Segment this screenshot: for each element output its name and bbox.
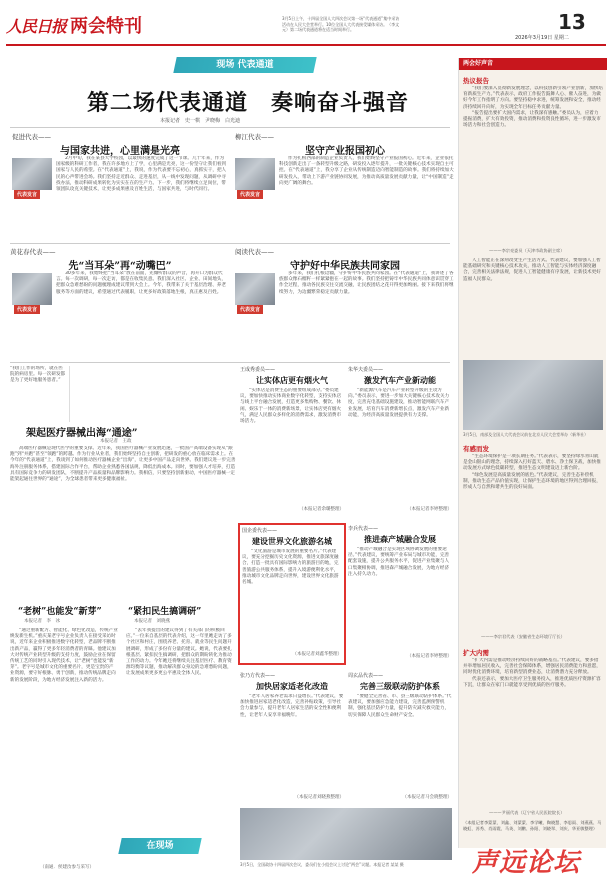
item-body: “文化旅游是城市发展的重要名片。”代表建议，要充分挖掘历史文化资源，推进文旅深度融合，打造一批具有国际影响力的旅游目的地，完善旅游公共服务体系，提升入境游便利化水平，推动城市文化品牌走向世界，建设世界文化旅游名城。 [242, 549, 339, 586]
item-2 [348, 366, 452, 516]
item-6 [348, 672, 452, 804]
sidebar [458, 58, 606, 848]
section-banner: 现场 代表通道 [173, 57, 316, 73]
item-title: 推进森产城融合发展 [364, 534, 436, 544]
item-1 [240, 366, 344, 516]
story-kicker: 阅读代表—— [235, 248, 274, 256]
story-title: 先“当耳朵”再“动嘴巴” [68, 261, 172, 272]
sidebar-section-title: 有感而发 [463, 445, 489, 453]
divider [10, 362, 450, 363]
item-3-highlighted [238, 523, 346, 665]
item-kicker: 张乃方代表—— [240, 673, 276, 679]
brand-logo: 人民日报 [6, 17, 67, 36]
sidebar-text: “扩大内需是推动经济持续向好的战略基点。”代表建议，要多措并举增加居民收入，完善社会保障体系，增强居民消费能力和意愿，同时优化消费环境，培育新型消费业态，让消费潜力充分释放。 代表还表示，要加大医疗卫生服务投入，推进优质医疗资源扩容下沉，让群众在家门口就能享受到优质的医疗服务。 [463, 658, 601, 688]
delegate-photo [235, 273, 275, 305]
story-tag: 代表发言 [237, 190, 263, 199]
delegate-photo [12, 273, 52, 305]
item-footer: （本报记者马会晓整理） [402, 795, 452, 800]
article-byline: 本报记者 刘晓燕 [134, 619, 170, 624]
article-byline: 本报记者 李 冰 [24, 619, 60, 624]
quote-box: “我们工作的场所，就在医院的病房里。每一次研发都是为了更好地服务患者。” [10, 366, 70, 422]
masthead [0, 0, 610, 60]
item-kicker: 国企委代表—— [242, 528, 278, 534]
article-title: “老树”也能发“新芽” [18, 607, 102, 617]
item-footer: （本报记者李婷整理） [407, 507, 452, 512]
sidebar-photo-caption: 3月5日，南部及全国人大代表会议前在北京人民大会堂举办（新华社） [463, 432, 589, 437]
story-body: 30多年来，我始终把“当耳朵”放在前面，先倾听群众的声音，再开口为群众代言。每一次调研，每一次走访，都是在收集民意。我们深入社区、企业、田间地头，把群众急难愁盼的问题梳理成建议带到大会上。今年，我带来了关于基层治理、养老服务等方面的建议，希望通过代表履职，让更多好政策落地生根，真正惠及百姓。 [56, 271, 226, 295]
article-title: “紧扣民生搞调研” [128, 607, 202, 617]
item-body: “要健全完善省、市、县三级联动防护体系。”代表建议，要加强应急能力建设，完善监测预警机制，强化基层防护力量，提升防灾减灾救灾能力，切实保障人民群众生命财产安全。 [348, 694, 452, 718]
item-footer: （本报记者余璐整理） [299, 507, 344, 512]
lead-headline: 第二场代表通道 奏响奋斗强音 [86, 90, 409, 116]
item-title: 加快居家适老化改造 [256, 681, 328, 691]
item-title: 建设世界文化旅游名城 [252, 536, 332, 546]
sidebar-banner: 两会好声音 [459, 58, 607, 70]
story-body: 2月中旬，我在某县大学校园，以最快的速度完成了这一节课。几十年来，作为国家级的科研工作者，我在许多地方上了学，心里满是光亮，这一份坚守让我们看到国家与人民的希望。在“代表通道”上，我说，作为代表要不忘初心，真抓实干，把人民的心声带进会场。我们坚持走近群众、走进基层，从一线中发现问题，从调研中寻找办法，推动科研成果转化为实实在在的生产力。下一步，我们将继续立足岗位，带领团队攻克关键技术，让更多成果惠及百姓生活，与国家共进，与时代同行。 [56, 156, 227, 193]
article-title: 架起医疗器械出海“通途” [26, 428, 138, 439]
item-kicker: 周玄品代表—— [348, 673, 384, 679]
masthead-rule [6, 44, 606, 46]
article-body: “去年我提出的建议得到了有关部门的积极回应。”一位来自基层的代表介绍，这一年里她走访了多个社区和村庄，围绕养老、托育、就业等民生问题开展调研，形成了多份有分量的建议。她说，代表要扎根基层、紧扣民生搞调研，把群众的期盼转化为推动工作的动力。今年她还将继续关注基层医疗、教育资源均衡等议题，推动解决群众身边的急难愁盼问题，让发展成果更多更公平惠及全体人民。 [126, 628, 232, 677]
sidebar-photo [463, 360, 603, 430]
story-2 [235, 132, 455, 240]
story-3 [10, 247, 230, 359]
meeting-photo [240, 808, 452, 860]
article-body: 高端医疗器械是现代医学的重要支撑。近年来，我国医疗器械产业发展迅速，一批国产高端设备实现从“跟跑”到“并跑”甚至“领跑”的跨越。作为行业从业者，我们始终坚持自主创新，把研发的重心放在临床需求上。在今年的“代表通道”上，我谈到了如何推动医疗器械企业“出海”，让更多中国产品走向世界。我们建议进一步完善海外注册服务体系，搭建国际合作平台，帮助企业熟悉各国法规，降低出海成本。同时，要加强人才培养，打造具有国际竞争力的研发团队，不断提升产品质量和品牌影响力。我相信，只要坚持创新驱动，中国医疗器械一定能架起通往世界的“通途”，为全球患者带来更多健康福祉。 [10, 446, 236, 483]
item-footer: （本报记者李婷整理） [407, 654, 452, 659]
sidebar-attribution: ———李宗亮委员（天津市政协副主席） [489, 248, 565, 253]
item-kicker: 朱华夫委员—— [348, 367, 384, 373]
item-title: 完善三级联动防护体系 [360, 681, 440, 691]
story-body: 多年来，我们扎根边疆，守护好中华民族共同家园。在“代表通道”上，我讲述了各族群众像石榴籽一样紧紧抱在一起的故事。我们坚持把铸牢中华民族共同体意识贯穿工作全过程，推动各民族交往交流交融，让民族团结之花开得更加绚丽。接下来我们将继续努力，为边疆繁荣稳定贡献力量。 [279, 271, 454, 295]
item-kicker: 李兵代表—— [348, 526, 379, 532]
sidebar-text: “我们要深入贯彻新发展理念，以科技创新引领产业创新，加快培育新质生产力。”代表表示，政府工作报告鼓舞人心、催人奋进，为做好今年工作指明了方向。要坚持稳中求进，统筹发展和安全，推动经济持续回升向好，为实现全年目标任务贡献力量。 “报告提出要扩大国内需求，让我深有感触。”委员认为，应着力提振消费，扩大有效投资，推动消费和投资良性循环，进一步激发市场活力和社会创造力。 [463, 86, 603, 129]
article-byline: 本报记者 王政 [100, 439, 132, 444]
story-1 [10, 132, 230, 240]
article-footer: （南通．侯建汝参与采写） [40, 865, 94, 870]
item-footer: （本报记者刘晓燕整理） [294, 795, 344, 800]
story-tag: 代表发言 [237, 305, 263, 314]
lead-byline: 本报记者 史一棋 尹晓梅 白光迪 [160, 118, 241, 124]
photo-caption: 3月5日，全国政协十四届四次会议，委员们在小组会议上讨论“两会”议题。本报记者 某某 摄 [240, 862, 404, 867]
sidebar-section-title: 热议报告 [463, 77, 489, 85]
story-tag: 代表发言 [14, 305, 40, 314]
issue-date: 2026年3月19日 星期二 [515, 35, 569, 41]
story-tag: 代表发言 [14, 190, 40, 199]
sidebar-text: “生态环境保护是一项长期任务。”代表表示，要坚持绿水青山就是金山银山的理念，持续深入打好蓝天、碧水、净土保卫战，加快推动发展方式绿色低碳转型，推进生态文明建设迈上新台阶。 “绿色发展是高质量发展的底色。”代表建议，完善生态补偿机制，推动生态产品价值实现，让保护生态环境的地区得到合理回报，形成人与自然和谐共生的良好局面。 [463, 454, 601, 491]
story-body: 作为扎根西部的制造企业负责人，我们始终坚守产业报国初心。近年来，企业依托科技创新走出了一条转型升级之路，研发投入逐年提升，一批关键核心技术实现自主可控。在“代表通道”上，我分享了企业从传统制造迈向智能制造的故事。我们将持续加大研发投入，带动上下游产业链协同发展，为推动高质量发展贡献力量，让“中国制造”走向更广阔的舞台。 [279, 156, 454, 186]
item-body: “推动产城融合是实现区域协调发展的重要途径。”代表建议，要统筹产业布局与城市功能，完善配套设施，提升公共服务水平，促进产业集聚与人口集聚相协调，推进森产城融合发展，为地方经济注入持久动力。 [348, 547, 450, 577]
masthead-intro: 3月5日上午，十四届全国人大四次会议第一场“代表通道”集中采访活动在人民大会堂举行。10位全国人大代表接受媒体采访。（李文元）第二场代表通道将在适当时间举行。 [282, 16, 400, 33]
footer-banner: 在现场 [118, 838, 201, 854]
item-body: “老年人居家养老需求日益增长。”代表建议，要加快推进居家适老化改造，完善补贴政策，引导社会力量参与，提升老年人居家生活的安全性和便利性，让老年人安享幸福晚年。 [240, 694, 344, 718]
story-title: 坚守产业报国初心 [305, 146, 385, 157]
section-name: 两会特刊 [70, 16, 142, 37]
item-footer: （本报记者刘鑫华整理） [292, 652, 342, 657]
delegate-photo [12, 158, 52, 190]
sidebar-text: 人工智能正在深刻改变生产生活方式。代表建议，要加强人工智能基础研究和关键核心技术攻关，推动人工智能与实体经济深度融合，完善相关法律法规，促进人工智能健康有序发展，让新技术更好造福人民群众。 [463, 258, 601, 282]
watermark-logo: 声远论坛 [472, 848, 581, 878]
item-5 [240, 672, 344, 804]
item-body: “新能源汽车是汽车产业转型升级的主攻方向。”委员表示，要进一步加大关键核心技术攻关力度，完善充电基础设施建设，推动智能网联汽车产业发展，培育汽车消费新增长点，激发汽车产业新动能，为经济高质量发展提供有力支撑。 [348, 388, 450, 418]
lower-left-block [10, 366, 236, 878]
story-4 [235, 247, 455, 359]
item-title: 让实体店更有烟火气 [256, 375, 328, 385]
story-title: 守护好中华民族共同家园 [290, 261, 400, 272]
item-body: “实体店是消费生态的重要组成部分。”委员建议，要加快推动实体商业数字化转型，支持实体店与线上平台融合发展，打造更多集购物、餐饮、休闲、娱乐于一体的消费新场景，让实体店更有烟火气，满足人民群众多样化的消费需求，激发消费市场活力。 [240, 388, 342, 425]
page-number: 13 [558, 10, 586, 34]
sidebar-section-title: 扩大内需 [463, 649, 489, 657]
story-kicker: 柳江代表—— [235, 133, 274, 141]
story-title: 与国家共进，心里满是光亮 [60, 146, 180, 157]
story-kicker: 黄花春代表—— [10, 248, 56, 256]
article-body: “通过重新配方、智能化、绿色化改造，传统产业焕发新生机。”重庆某老字号企业负责人在接受采访时说，近年来企业积极推进数字化转型，老品牌不断推出新产品，赢得了更多年轻消费者的青睐。他建议加大对传统产业转型升级的支持力度，鼓励企业在保留传统工艺的同时引入现代技术，让“老树”也能发“新芽”。老字号是城市文化的重要名片，更是宝贵的产业资源，要守好根脉、勇于创新，推动传统品牌走向新的发展阶段，为地方经济发展注入新的活力。 [10, 628, 118, 683]
lead-rule [10, 127, 450, 128]
item-kicker: 王成秀委员—— [240, 367, 276, 373]
delegate-photo [235, 158, 275, 190]
story-kicker: 促进代表—— [12, 133, 51, 141]
item-title: 激发汽车产业新动能 [364, 375, 436, 385]
divider [10, 243, 450, 244]
sidebar-credits: （本组记者李蒙蒙、刘鑫、刘蒙蒙、李学曦、陶晓慧、李思雨、刘燕燕、马晓虹、苏秀、肖雨霞、马英、刘鹏、孙阳、刘晓翠、刘庆、华亚敏整理） [463, 820, 602, 831]
sidebar-attribution: ———李宗君代表（安徽省生态环境厅厅长） [481, 634, 565, 639]
sidebar-attribution: ———尹丽代表（辽宁省人民医院院长） [489, 810, 565, 815]
item-4 [348, 525, 452, 665]
